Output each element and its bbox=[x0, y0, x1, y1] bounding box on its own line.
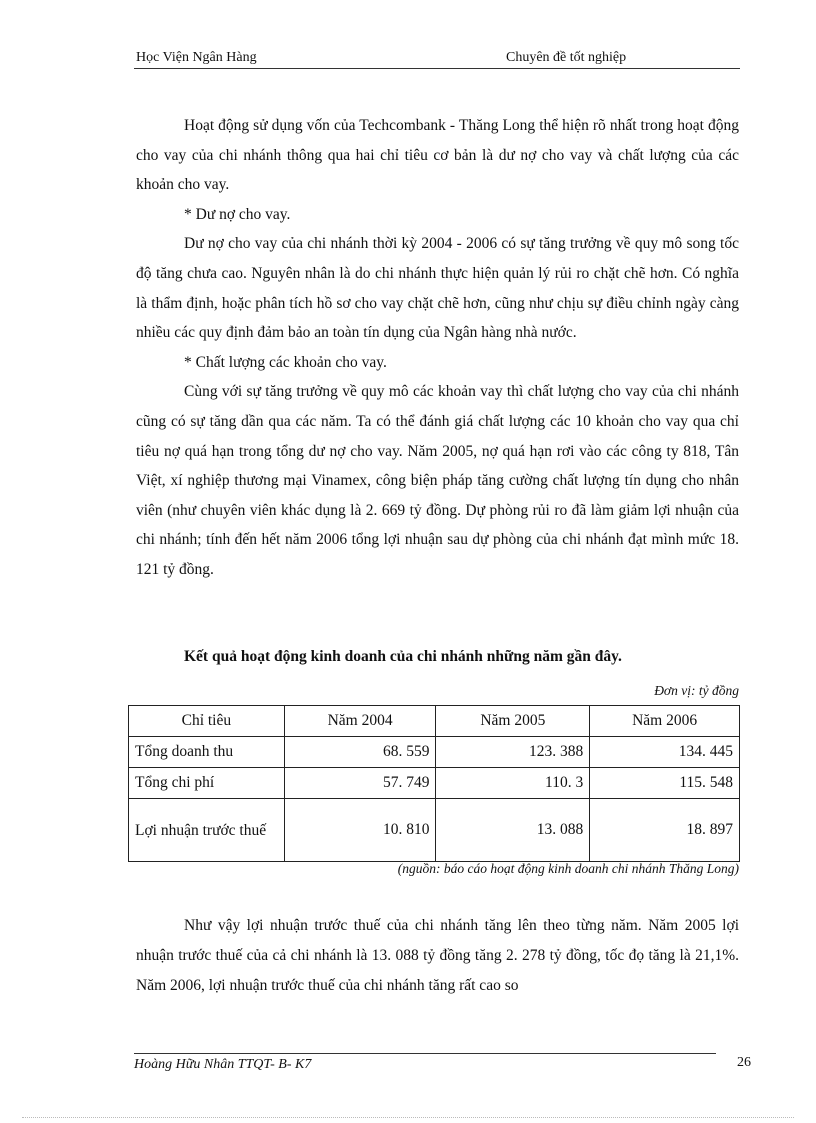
table-cell: 10. 810 bbox=[284, 799, 436, 862]
header-cell: Năm 2006 bbox=[590, 706, 740, 737]
table-row bbox=[129, 768, 740, 799]
header-institution: Học Viện Ngân Hàng bbox=[136, 50, 257, 65]
paragraph-loan-quality: Cùng với sự tăng trưởng về quy mô các khoản vay thì chất lượng cho vay của chi nhánh cũng có sự tăng dần qua các năm. Ta có thể đánh giá chất lượng các 10 khoản cho vay qua chỉ tiêu nợ quá hạn trong tổng dư nợ cho vay. Năm 2005, nợ quá hạn rơi vào các công ty 818, Tân Việt, xí nghiệp thương mại Vinamex, công biện pháp tăng cường chất lượng tín dụng cho nhân viên (như chuyên viên khác dụng là 2. 669 tỷ đồng. Dự phòng rủi ro đã làm giảm lợi nhuận của chi nhánh; tính đến hết năm 2006 tổng lợi nhuận sau dự phòng của chi nhánh đạt mình mức 18. 121 tỷ đồng. bbox=[136, 383, 739, 578]
header-cell: Chỉ tiêu bbox=[129, 706, 285, 737]
page-number: 26 bbox=[737, 1055, 751, 1070]
page-bottom-divider bbox=[22, 1117, 794, 1118]
table-cell: 13. 088 bbox=[436, 799, 590, 862]
table-unit: Đơn vị: tỷ đồng bbox=[654, 683, 739, 698]
table-source: (nguồn: báo cáo hoạt động kinh doanh chi nhánh Thăng Long) bbox=[397, 861, 739, 876]
table-cell: 110. 3 bbox=[436, 768, 590, 799]
closing-text bbox=[136, 911, 739, 1001]
header-cell: Năm 2004 bbox=[284, 706, 436, 737]
footer-divider bbox=[134, 1053, 716, 1054]
table-cell: 68. 559 bbox=[284, 737, 436, 768]
table-caption: Kết quả hoạt động kinh doanh của chi nhánh những năm gần đây. bbox=[184, 648, 622, 665]
table-row bbox=[129, 799, 740, 862]
table-cell: 57. 749 bbox=[284, 768, 436, 799]
table-cell: 123. 388 bbox=[436, 737, 590, 768]
row-label: Tổng chi phí bbox=[129, 768, 285, 799]
subheading-loan-balance: * Dư nợ cho vay. bbox=[184, 205, 291, 223]
paragraph-intro: Hoạt động sử dụng vốn của Techcombank - Thăng Long thể hiện rõ nhất trong hoạt động cho vay của chi nhánh thông qua hai chỉ tiêu cơ bản là dư nợ cho vay và chất lượng của các khoản cho vay. bbox=[136, 117, 739, 194]
table-header-row bbox=[129, 706, 740, 737]
table-cell: 18. 897 bbox=[590, 799, 740, 862]
table-cell: 134. 445 bbox=[590, 737, 740, 768]
footer-author: Hoàng Hữu Nhân TTQT- B- K7 bbox=[134, 1057, 312, 1072]
body-text bbox=[136, 111, 739, 585]
table-row bbox=[129, 737, 740, 768]
table-cell: 115. 548 bbox=[590, 768, 740, 799]
paragraph-loan-balance: Dư nợ cho vay của chi nhánh thời kỳ 2004 - 2006 có sự tăng trưởng về quy mô song tốc độ tăng chưa cao. Nguyên nhân là do chi nhánh thực hiện quản lý rủi ro chặt chẽ hơn. Có nghĩa là thẩm định, hoặc phân tích hồ sơ cho vay chặt chẽ hơn, cũng như chịu sự điều chỉnh ngày càng nhiều các quy định đảm bảo an toàn tín dụng của Ngân hàng nhà nước. bbox=[136, 235, 739, 342]
subheading-loan-quality: * Chất lượng các khoản cho vay. bbox=[184, 353, 387, 371]
paragraph-profit: Như vậy lợi nhuận trước thuế của chi nhánh tăng lên theo từng năm. Năm 2005 lợi nhuận trước thuế của cả chi nhánh là 13. 088 tỷ đồng tăng 2. 278 tỷ đồng, tốc đọ tăng là 21,1%. Năm 2006, lợi nhuận trước thuế của chi nhánh tăng rất cao so bbox=[136, 917, 739, 994]
row-label: Tổng doanh thu bbox=[129, 737, 285, 768]
results-table bbox=[128, 705, 740, 862]
header-document-type: Chuyên đề tốt nghiệp bbox=[506, 50, 627, 65]
header-cell: Năm 2005 bbox=[436, 706, 590, 737]
row-label: Lợi nhuận trước thuế bbox=[129, 799, 285, 862]
page-header bbox=[134, 50, 740, 69]
